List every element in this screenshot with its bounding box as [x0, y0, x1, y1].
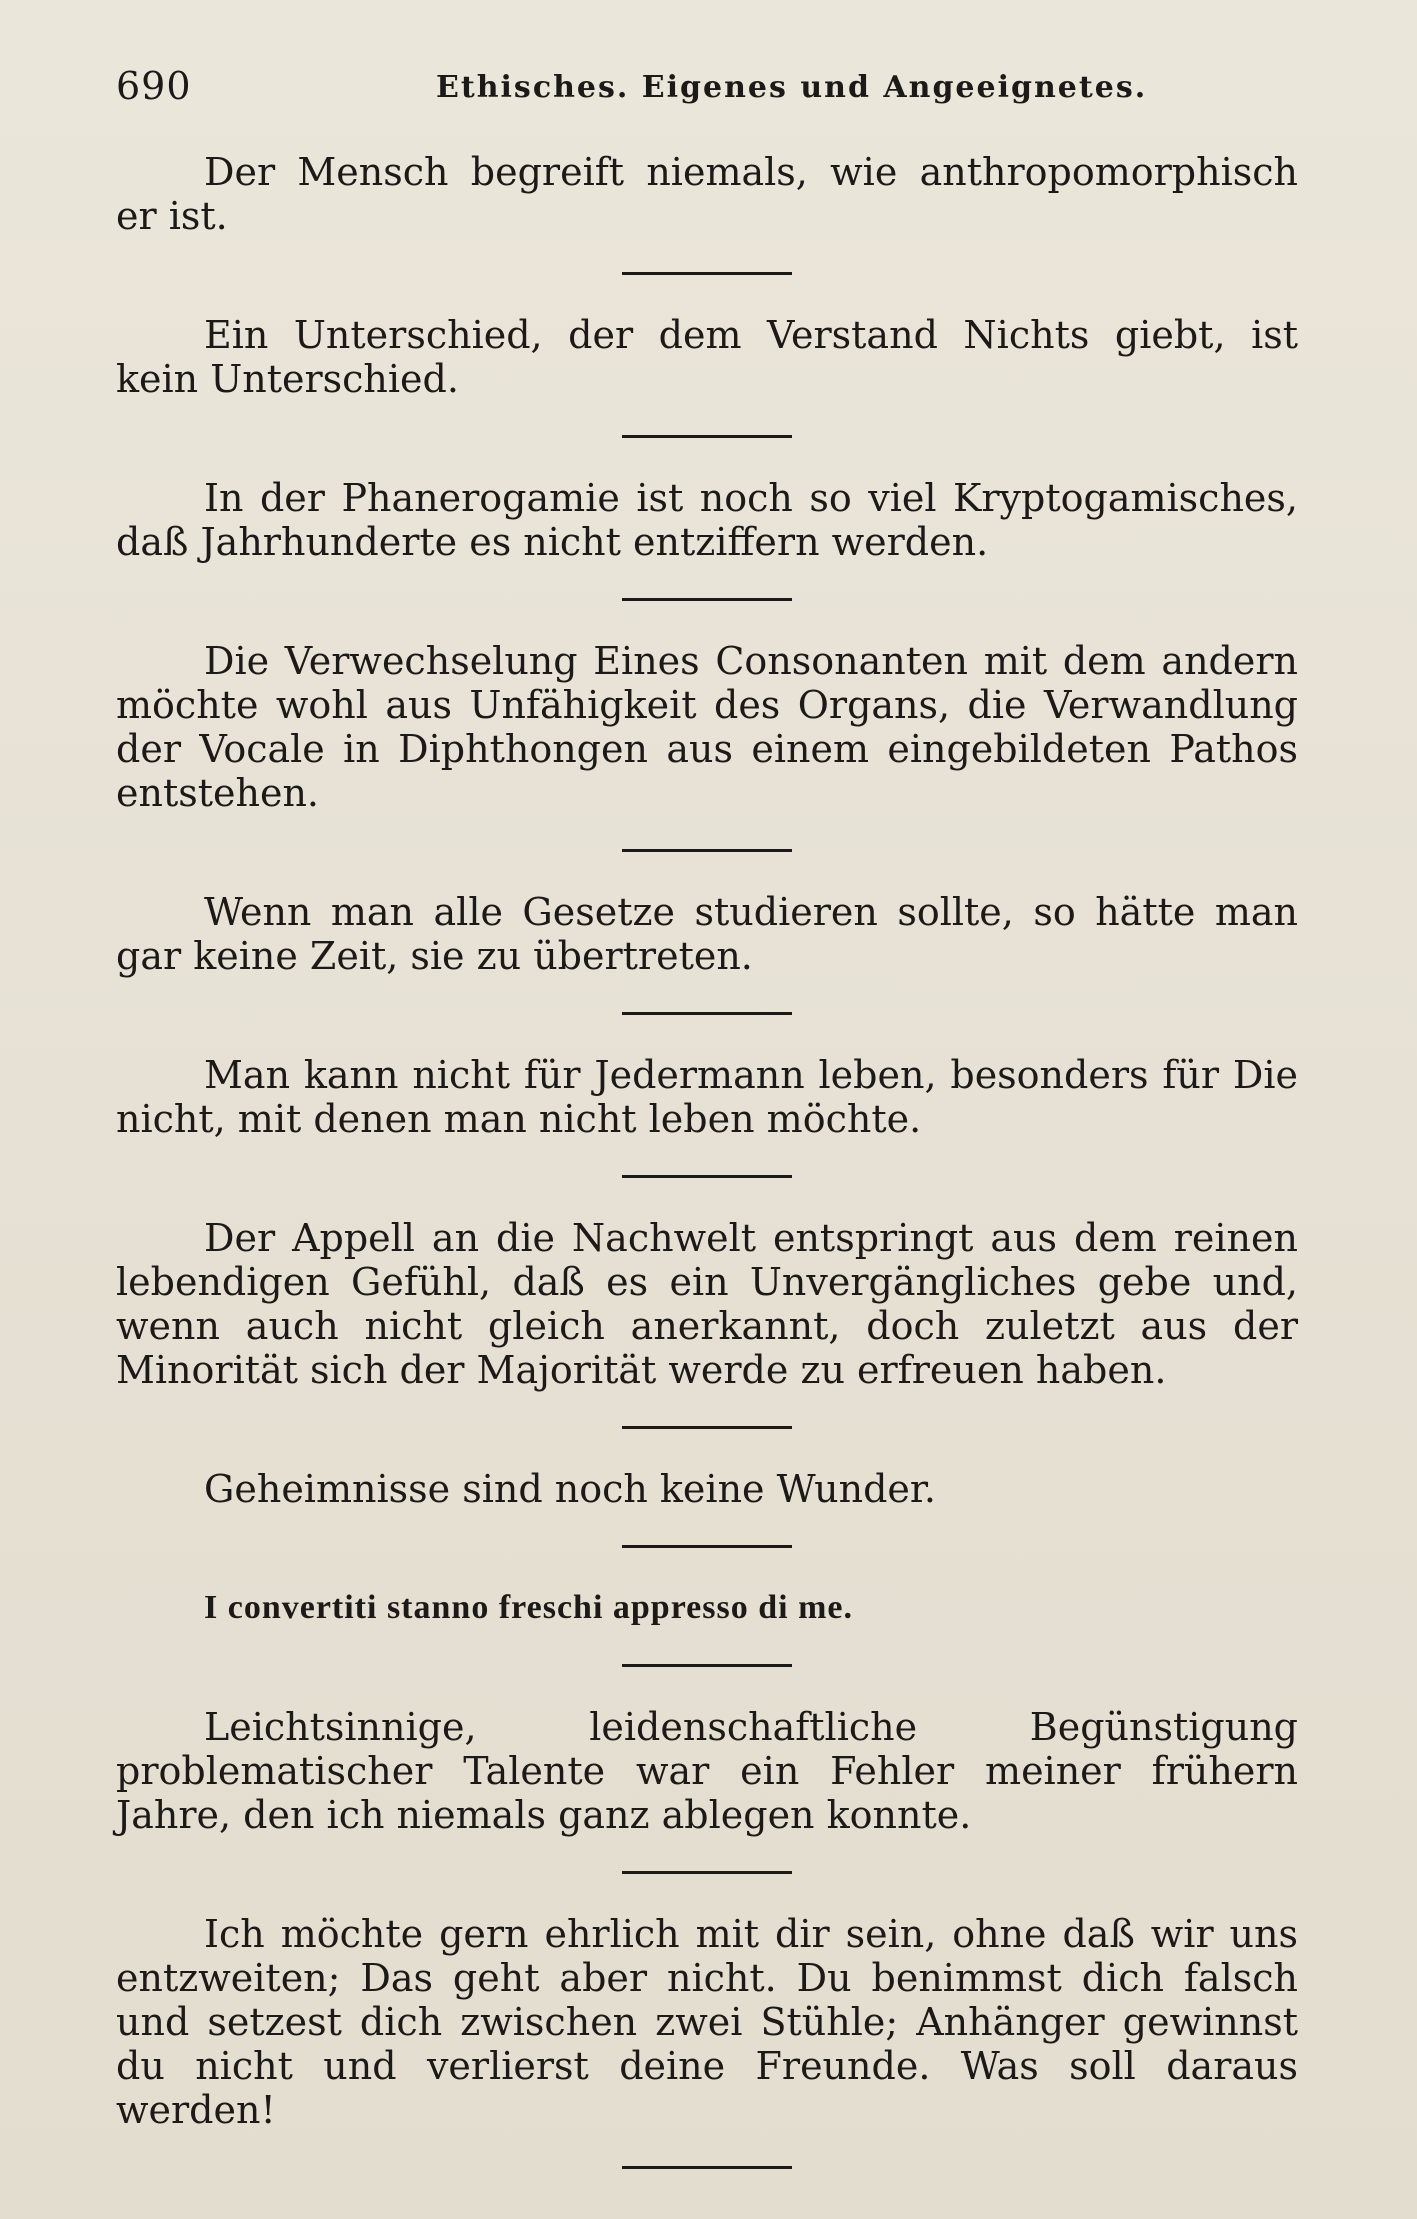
aphorism-6: Man kann nicht für Jedermann leben, besonders für Die nicht, mit denen man nicht leben möchte.	[116, 1053, 1298, 1141]
aphorism-7: Der Appell an die Nachwelt entspringt aus dem reinen lebendigen Gefühl, daß es ein Unvergängliches gebe und, wenn auch nicht gleich anerkannt, doch zuletzt aus der Minorität sich der Majorität werde zu erfreuen haben.	[116, 1216, 1298, 1392]
separator-rule	[622, 1175, 792, 1178]
separator-rule	[622, 849, 792, 852]
separator-rule	[622, 2166, 792, 2169]
aphorism-2: Ein Unterschied, der dem Verstand Nichts giebt, ist kein Unterschied.	[116, 313, 1298, 401]
page-header	[116, 64, 1306, 110]
aphorism-9: I convertiti stanno freschi appresso di me.	[204, 1589, 854, 1626]
aphorism-1: Der Mensch begreift niemals, wie anthropomorphisch er ist.	[116, 150, 1298, 238]
page-body	[116, 150, 1298, 2207]
aphorism-4: Die Verwechselung Eines Consonanten mit dem andern möchte wohl aus Unfähigkeit des Organs, die Verwandlung der Vocale in Diphthongen aus einem eingebildeten Pathos entstehen.	[116, 639, 1298, 815]
running-head: Ethisches. Eigenes und Angeeignetes.	[436, 70, 1148, 105]
separator-rule	[622, 1012, 792, 1015]
separator-rule	[622, 1664, 792, 1667]
separator-rule	[622, 598, 792, 601]
aphorism-10: Leichtsinnige, leidenschaftliche Begünstigung problematischer Talente war ein Fehler meiner frühern Jahre, den ich niemals ganz ablegen konnte.	[116, 1705, 1298, 1837]
separator-rule	[622, 1871, 792, 1874]
separator-rule	[622, 272, 792, 275]
separator-rule	[622, 1426, 792, 1429]
separator-rule	[622, 1545, 792, 1548]
aphorism-8: Geheimnisse sind noch keine Wunder.	[204, 1467, 936, 1511]
separator-rule	[622, 435, 792, 438]
aphorism-5: Wenn man alle Gesetze studieren sollte, so hätte man gar keine Zeit, sie zu übertreten.	[116, 890, 1298, 978]
page-number: 690	[116, 64, 192, 108]
aphorism-11: Ich möchte gern ehrlich mit dir sein, ohne daß wir uns entzweiten; Das geht aber nicht. Du benimmst dich falsch und setzest dich zwischen zwei Stühle; Anhänger gewinnst du nicht und verlierst deine Freunde. Was soll daraus werden!	[116, 1912, 1298, 2132]
aphorism-3: In der Phanerogamie ist noch so viel Kryptogamisches, daß Jahrhunderte es nicht entziffern werden.	[116, 476, 1298, 564]
